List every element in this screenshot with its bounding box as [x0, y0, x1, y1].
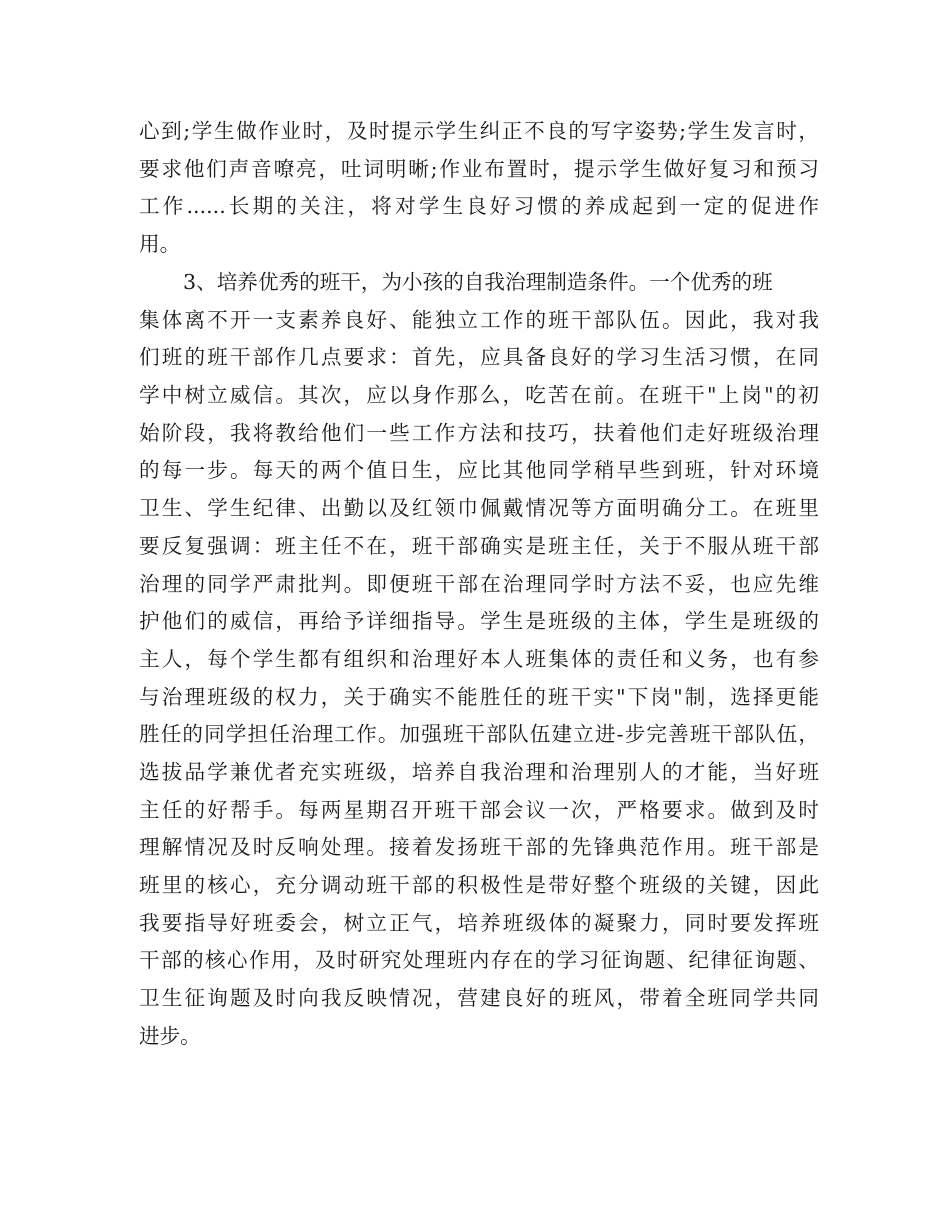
paragraph-2-line-19: 干部的核心作用，及时研究处理班内存在的学习征询题、纪律征询题、	[139, 948, 819, 973]
paragraph-2-line-1: 3、培养优秀的班干，为小孩的自我治理制造条件。一个优秀的班	[183, 270, 773, 294]
paragraph-2-line-3: 们班的班干部作几点要求：首先，应具备良好的学习生活习惯，在同	[139, 345, 819, 370]
paragraph-2-line-20: 卫生征询题及时向我反映情况，营建良好的班风，带着全班同学共同	[139, 986, 819, 1011]
paragraph-2-line-21: 进步。	[139, 1023, 201, 1048]
paragraph-2-line-10: 护他们的威信，再给予详细指导。学生是班级的主体，学生是班级的	[139, 609, 819, 634]
paragraph-2-line-17: 班里的核心，充分调动班干部的积极性是带好整个班级的关键，因此	[139, 873, 819, 897]
paragraph-2-line-12: 与治理班级的权力，关于确实不能胜任的班干实"下岗"制，选择更能	[139, 684, 819, 709]
paragraph-2	[139, 264, 819, 1055]
paragraph-2-line-5: 始阶段，我将教给他们一些工作方法和技巧，扶着他们走好班级治理	[139, 420, 819, 445]
paragraph-2-line-16: 理解情况及时反响处理。接着发扬班干部的先锋典范作用。班干部是	[139, 835, 819, 860]
paragraph-2-line-15: 主任的好帮手。每两星期召开班干部会议一次，严格要求。做到及时	[139, 797, 819, 822]
paragraph-1-line-1: 心到;学生做作业时，及时提示学生纠正不良的写字姿势;学生发言时，	[139, 119, 819, 143]
paragraph-1-line-3: 工作......长期的关注，将对学生良好习惯的养成起到一定的促进作	[139, 194, 819, 219]
paragraph-2-line-9: 治理的同学严肃批判。即便班干部在治理同学时方法不妥，也应先维	[139, 571, 819, 596]
paragraph-2-line-6: 的每一步。每天的两个值日生，应比其他同学稍早些到班，针对环境	[139, 458, 819, 483]
paragraph-1-line-2: 要求他们声音嘹亮，吐词明晰;作业布置时，提示学生做好复习和预习	[139, 156, 819, 181]
paragraph-2-line-7: 卫生、学生纪律、出勤以及红领巾佩戴情况等方面明确分工。在班里	[139, 496, 819, 521]
paragraph-1	[139, 113, 819, 264]
paragraph-2-line-2: 集体离不开一支素养良好、能独立工作的班干部队伍。因此，我对我	[139, 307, 819, 332]
paragraph-2-line-14: 选拔品学兼优者充实班级，培养自我治理和治理别人的才能，当好班	[139, 759, 819, 784]
paragraph-2-line-4: 学中树立威信。其次，应以身作那么，吃苦在前。在班干"上岗"的初	[139, 383, 819, 408]
paragraph-2-line-8: 要反复强调：班主任不在，班干部确实是班主任，关于不服从班干部	[139, 533, 819, 558]
paragraph-2-line-11: 主人，每个学生都有组织和治理好本人班集体的责任和义务，也有参	[139, 646, 819, 671]
paragraph-2-line-13: 胜任的同学担任治理工作。加强班干部队伍建立进-步完善班干部队伍，	[139, 722, 819, 747]
paragraph-1-line-4: 用。	[139, 232, 181, 257]
paragraph-2-line-18: 我要指导好班委会，树立正气，培养班级体的凝聚力，同时要发挥班	[139, 910, 819, 935]
